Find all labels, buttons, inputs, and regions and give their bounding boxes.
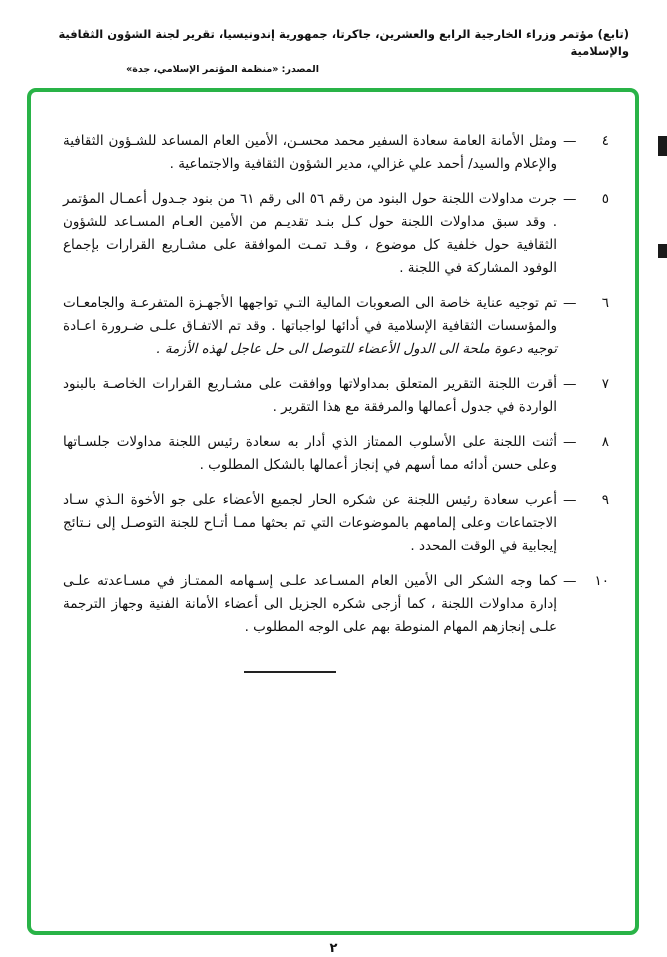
list-item xyxy=(63,373,609,419)
item-number-value: ٦ xyxy=(601,295,609,311)
dash-glyph: — xyxy=(563,434,577,450)
dash-glyph: — xyxy=(563,573,577,589)
scan-artifact xyxy=(658,244,667,258)
list-item xyxy=(63,431,609,477)
dash-glyph: — xyxy=(563,492,577,508)
item-number-value: ٥ xyxy=(601,191,609,207)
item-number xyxy=(557,188,609,280)
dash-glyph: — xyxy=(563,295,577,311)
page-number: ٢ xyxy=(329,941,338,956)
divider-line xyxy=(244,671,336,673)
dash-glyph: — xyxy=(563,191,577,207)
item-number-value: ٤ xyxy=(601,133,609,149)
list-item xyxy=(63,188,609,280)
item-number-value: ٩ xyxy=(601,492,609,508)
item-number-value: ١٠ xyxy=(594,573,609,589)
scan-artifact xyxy=(658,136,667,156)
item-number-value: ٨ xyxy=(601,434,609,450)
item-text: أقرت اللجنة التقرير المتعلق بمداولاتها ووافقت على مشـاريع القرارات الخاصـة بالبنود الواردة في جدول أعمالها والمرفقة مع هذا التقرير . xyxy=(63,376,557,415)
dash-glyph: — xyxy=(563,133,577,149)
item-text: جرت مداولات اللجنة حول البنود من رقم ٥٦ الى رقم ٦١ من بنود جـدول أعمـال المؤتمر . وقد سبق مداولات اللجنة حول كـل بنـد تقديـم من الأمين العـام المسـاعد للشؤون الثقافية حول خلفية كل موضوع ، وقـد تمـت الموافقة على مشـاريع القرارات بإجماع الوفود المشاركة في اللجنة . xyxy=(63,191,557,276)
item-text-main: تم توجيه عناية خاصة الى الصعوبات المالية التـي تواجهها الأجهـزة المتفرعـة والجامعـات والمؤسسات الثقافية الإسلامية في أدائها لواجباتها . وقد تم الاتفـاق علـى ضـرورة اعـادة xyxy=(63,295,557,334)
list-item xyxy=(63,489,609,558)
item-text: كما وجه الشكر الى الأمين العام المسـاعد علـى إسـهامه الممتـاز في مسـاعدته علـى إدارة مداولات اللجنة ، كما أزجى شكره الجزيل الى أعضاء الأمانة الفنية وجهاز الترجمة علـى إنجازهم المهام المنوطة بهم على الوجه المطلوب . xyxy=(63,573,557,635)
item-text: أعرب سعادة رئيس اللجنة عن شكره الحار لجميع الأعضاء على جو الأخوة الـذي سـاد الاجتماعات وعلى إلمامهم بالموضوعات التي تم بحثها ممـا أتـاح للجنة التوصـل إلى نـتائج إيجابية في الوقت المحدد . xyxy=(63,492,557,554)
list-item xyxy=(63,130,609,176)
item-text xyxy=(63,292,557,361)
document-header xyxy=(28,26,629,75)
list-item xyxy=(63,570,609,639)
header-source: المصدر: «منظمة المؤتمر الإسلامي، جدة» xyxy=(126,63,319,75)
item-number xyxy=(557,489,609,558)
item-text-handwritten: توجيه دعوة ملحة الى الدول الأعضاء للتوصل الى حل عاجل لهذه الأزمة . xyxy=(156,341,557,357)
item-text: ومثل الأمانة العامة سعادة السفير محمد محسـن، الأمين العام المساعد للشـؤون الثقافية والإعلام والسيد/ أحمد علي غزالي، مدير الشؤون الثقافية والاجتماعية . xyxy=(63,133,557,172)
item-number xyxy=(557,292,609,361)
item-number-value: ٧ xyxy=(601,376,609,392)
list-item xyxy=(63,292,609,361)
document-body xyxy=(31,92,635,673)
item-text: أثنت اللجنة على الأسلوب الممتاز الذي أدار به سعادة رئيس اللجنة مداولات جلسـاتها وعلى حسن أدائه مما أسهم في إنجاز أعمالها بالشكل المطلوب . xyxy=(63,434,557,473)
item-number xyxy=(557,570,609,639)
item-number xyxy=(557,373,609,419)
dash-glyph: — xyxy=(563,376,577,392)
item-number xyxy=(557,431,609,477)
header-title: (تابع) مؤتمر وزراء الخارجية الرابع والعشرين، جاكرتا، جمهورية إندونيسيا، تقرير لجنة الشؤون الثقافية والإسلامية xyxy=(58,27,629,59)
item-number xyxy=(557,130,609,176)
green-border-box xyxy=(27,88,639,935)
